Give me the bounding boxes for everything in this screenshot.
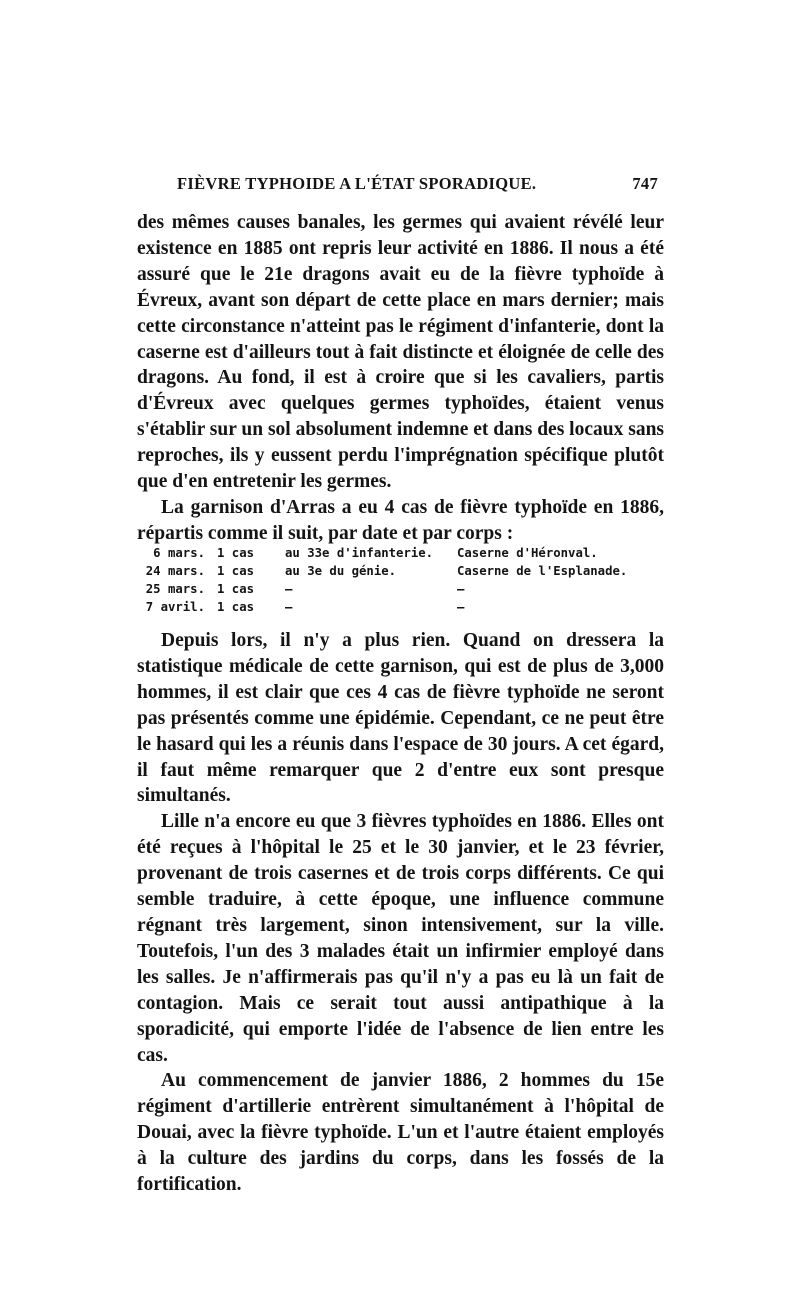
case-count: 1 cas (217, 546, 255, 560)
running-title: FIÈVRE TYPHOIDE A L'ÉTAT SPORADIQUE. (177, 174, 537, 193)
case-caserne: — (457, 600, 465, 614)
case-count: 1 cas (217, 564, 255, 578)
case-date: 6 mars. (153, 546, 205, 560)
paragraph: Au commencement de janvier 1886, 2 hommes du 15e régiment d'artillerie entrèrent simultanément à l'hôpital de Douai, avec la fièvre typhoïde. L'un et l'autre étaient employés à la culture des jardins du corps, dans les fossés de la fortification. (137, 1070, 664, 1196)
table-row (137, 562, 664, 580)
paragraph: Depuis lors, il n'y a plus rien. Quand on dressera la statistique médicale de cette garnison, qui est de plus de 3,000 hommes, il est clair que ces 4 cas de fièvre typhoïde ne seront pas présentés comme une épidémie. Cependant, ce ne peut être le hasard qui les a réunis dans l'espace de 30 jours. A cet égard, il faut même remarquer que 2 d'entre eux sont presque simultanés. (137, 630, 664, 807)
case-corps: au 33e d'infanterie. (285, 546, 434, 560)
case-count: 1 cas (217, 600, 255, 614)
table-row (137, 544, 664, 562)
paragraph: des mêmes causes banales, les germes qui avaient révélé leur existence en 1885 ont repris leur activité en 1886. Il nous a été assuré que le 21e dragons avait eu de la fièvre typhoïde à Évreux, avant son départ de cette place en mars dernier; mais cette circonstance n'atteint pas le régiment d'infanterie, dont la caserne est d'ailleurs tout à fait distincte et éloignée de celle des dragons. Au fond, il est à croire que si les cavaliers, partis d'Évreux avec quelques germes typhoïdes, étaient venus s'établir sur un sol absolument indemne et dans des locaux sans reproches, ils y eussent perdu l'imprégnation spécifique plutôt que d'en entretenir les germes. (137, 212, 664, 493)
paragraph: La garnison d'Arras a eu 4 cas de fièvre typhoïde en 1886, répartis comme il suit, par date et par corps : (137, 496, 664, 544)
running-head (137, 174, 664, 198)
table-row (137, 580, 664, 598)
table-row (137, 598, 664, 616)
cases-table (137, 544, 664, 616)
case-corps: — (285, 600, 293, 614)
case-caserne: Caserne d'Héronval. (457, 546, 598, 560)
case-count: 1 cas (217, 582, 255, 596)
case-corps: au 3e du génie. (285, 564, 397, 578)
case-caserne: — (457, 582, 465, 596)
page-number: 747 (632, 174, 658, 193)
body-text-bottom (137, 628, 664, 1198)
case-date: 7 avril. (145, 600, 205, 614)
body-text-top (137, 210, 664, 547)
case-date: 24 mars. (145, 564, 205, 578)
case-caserne: Caserne de l'Esplanade. (457, 564, 628, 578)
case-date: 25 mars. (145, 582, 205, 596)
paragraph: Lille n'a encore eu que 3 fièvres typhoïdes en 1886. Elles ont été reçues à l'hôpital le 25 et le 30 janvier, et le 23 février, provenant de trois casernes et de trois corps différents. Ce qui semble traduire, à cette époque, une influence commune régnant très largement, sinon intensivement, sur la ville. Toutefois, l'un des 3 malades était un infirmier employé dans les salles. Je n'affirmerais pas qu'il n'y a pas eu là un fait de contagion. Mais ce serait tout aussi antipathique à la sporadicité, qui emporte l'idée de l'absence de lien entre les cas. (137, 811, 664, 1066)
case-corps: — (285, 582, 293, 596)
